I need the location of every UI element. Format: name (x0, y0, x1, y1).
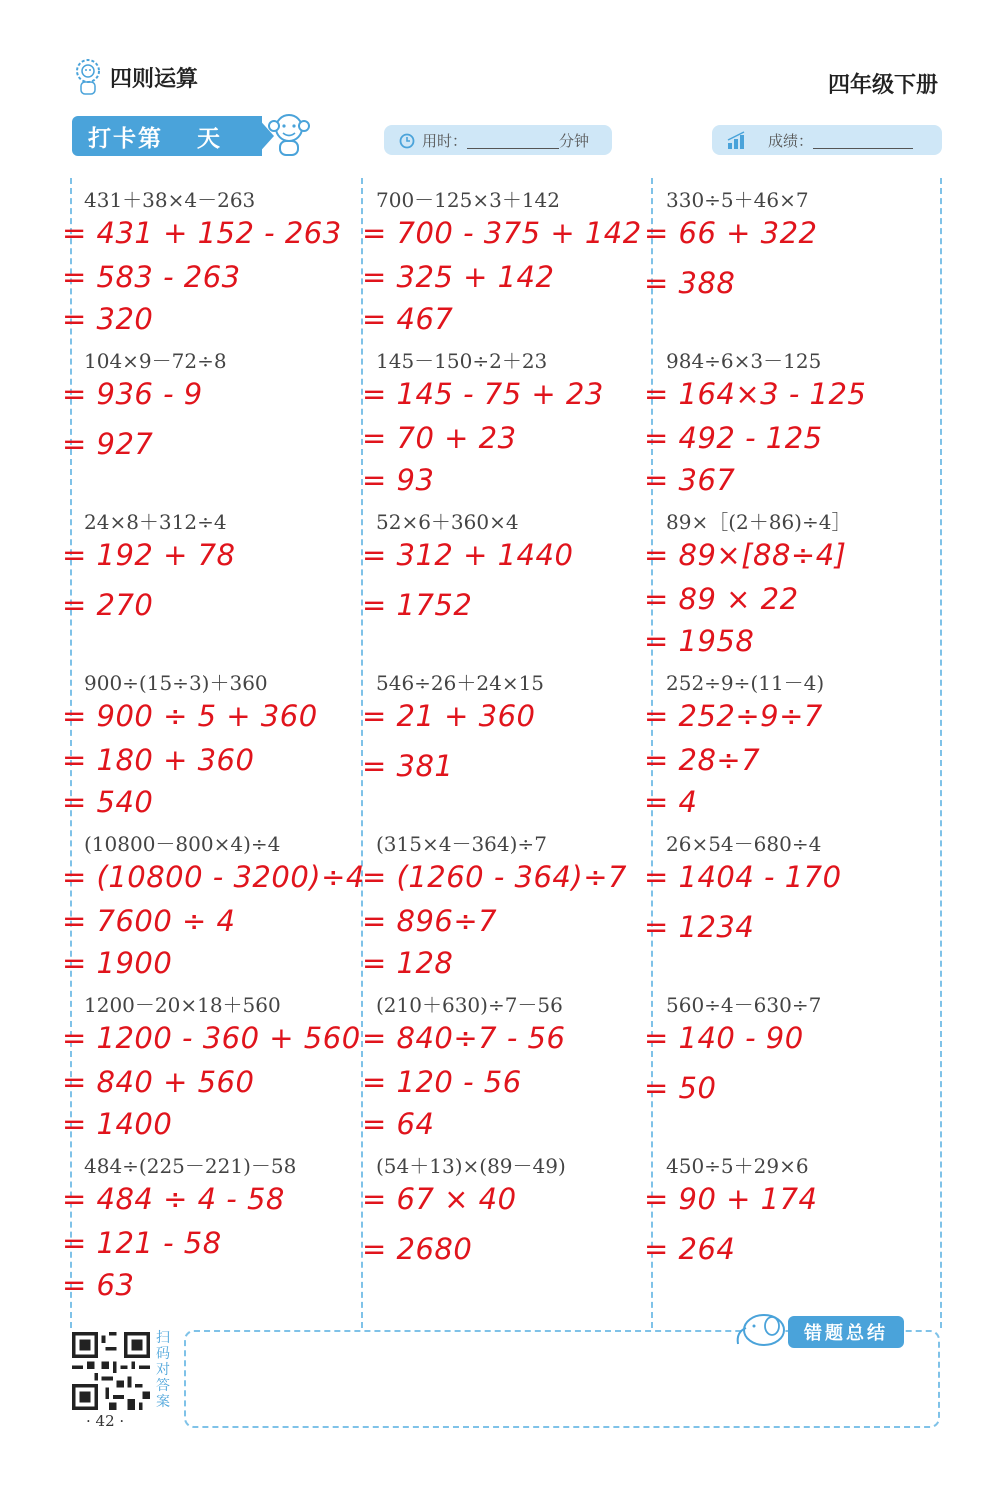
problem-expression: 26×54－680÷4 (666, 832, 822, 856)
handwritten-step: = 840÷7 - 56 (362, 1021, 566, 1055)
problem-expression: 104×9－72÷8 (84, 349, 227, 373)
handwritten-step: = (1260 - 364)÷7 (362, 860, 627, 894)
handwritten-step: = 67 × 40 (362, 1182, 517, 1216)
monkey-mascot-icon (262, 108, 316, 162)
handwritten-step: = 70 + 23 (362, 421, 517, 455)
time-unit: 分钟 (559, 131, 590, 150)
handwritten-step: = 270 (62, 588, 154, 622)
lion-mascot-icon (72, 58, 104, 96)
problem-expression: 700－125×3＋142 (376, 188, 561, 212)
handwritten-step: = 700 - 375 + 142 (362, 216, 642, 250)
problem-expression: 560÷4－630÷7 (666, 993, 822, 1017)
handwritten-step: = 492 - 125 (644, 421, 823, 455)
handwritten-step: = 145 - 75 + 23 (362, 377, 604, 411)
problem-expression: 52×6＋360×4 (376, 510, 519, 534)
handwritten-step: = 896÷7 (362, 904, 498, 938)
time-label: 用时： (422, 131, 468, 150)
handwritten-step: = 927 (62, 427, 154, 461)
handwritten-step: = 4 (644, 785, 698, 819)
header-left (72, 58, 198, 96)
handwritten-step: = 192 + 78 (62, 538, 236, 572)
score-input-line[interactable] (813, 132, 913, 149)
handwritten-step: = 381 (362, 749, 454, 783)
handwritten-step: = 388 (644, 266, 736, 300)
handwritten-step: = 320 (62, 302, 154, 336)
elephant-mascot-icon (730, 1306, 790, 1350)
problem-expression: 330÷5＋46×7 (666, 188, 809, 212)
handwritten-step: = 1400 (62, 1107, 173, 1141)
qr-caption: 扫码对答案 (156, 1330, 170, 1410)
handwritten-step: = 1958 (644, 624, 755, 658)
score-field (712, 125, 942, 155)
handwritten-step: = 50 (644, 1071, 717, 1105)
section-title: 四则运算 (110, 66, 199, 92)
handwritten-step: = 2680 (362, 1232, 473, 1266)
handwritten-step: = 7600 ÷ 4 (62, 904, 236, 938)
time-field (384, 125, 612, 155)
time-input-line[interactable] (467, 132, 559, 149)
problem-expression: 546÷26＋24×15 (376, 671, 545, 695)
handwritten-step: = 840 + 560 (62, 1065, 255, 1099)
grade-label: 四年级下册 (827, 73, 938, 98)
bar-chart-icon (726, 130, 750, 150)
handwritten-step: = 89×[88÷4] (644, 538, 847, 572)
problem-expression: (54＋13)×(89－49) (376, 1154, 566, 1178)
page-number: · 42 · (86, 1412, 125, 1430)
handwritten-step: = 1200 - 360 + 560 (62, 1021, 361, 1055)
handwritten-step: = 1900 (62, 946, 173, 980)
handwritten-step: = 63 (62, 1268, 135, 1302)
handwritten-step: = 128 (362, 946, 454, 980)
problem-expression: (10800－800×4)÷4 (84, 832, 281, 856)
problem-expression: 484÷(225－221)－58 (84, 1154, 297, 1178)
handwritten-step: = 28÷7 (644, 743, 761, 777)
checkin-banner (72, 116, 262, 156)
handwritten-step: = 252÷9÷7 (644, 699, 823, 733)
alarm-clock-icon (398, 131, 416, 149)
score-label: 成绩： (768, 131, 814, 150)
problem-expression: 252÷9÷(11－4) (666, 671, 825, 695)
problem-expression: 24×8＋312÷4 (84, 510, 227, 534)
qr-code-icon[interactable] (72, 1332, 150, 1410)
handwritten-step: = 90 + 174 (644, 1182, 818, 1216)
handwritten-step: = 900 ÷ 5 + 360 (62, 699, 318, 733)
handwritten-step: = 21 + 360 (362, 699, 536, 733)
banner-label-start: 打卡第 (88, 125, 163, 152)
handwritten-step: = 180 + 360 (62, 743, 255, 777)
handwritten-step: = 66 + 322 (644, 216, 818, 250)
problem-expression: 984÷6×3－125 (666, 349, 822, 373)
handwritten-step: = 583 - 263 (62, 260, 241, 294)
handwritten-step: = 484 ÷ 4 - 58 (62, 1182, 285, 1216)
problem-expression: (210＋630)÷7－56 (376, 993, 563, 1017)
problem-expression: 450÷5＋29×6 (666, 1154, 809, 1178)
handwritten-step: = 367 (644, 463, 736, 497)
problem-expression: 145－150÷2＋23 (376, 349, 548, 373)
handwritten-step: = 312 + 1440 (362, 538, 574, 572)
mistake-summary-label: 错题总结 (788, 1316, 904, 1348)
problem-expression: 89×［(2＋86)÷4］ (666, 510, 852, 534)
handwritten-step: = 936 - 9 (62, 377, 203, 411)
handwritten-step: = 467 (362, 302, 454, 336)
banner-label-end: 天 (197, 125, 222, 152)
handwritten-step: = 120 - 56 (362, 1065, 522, 1099)
handwritten-step: = 1234 (644, 910, 755, 944)
handwritten-step: = 540 (62, 785, 154, 819)
handwritten-step: = (10800 - 3200)÷4 (62, 860, 365, 894)
problem-expression: 1200－20×18＋560 (84, 993, 281, 1017)
handwritten-step: = 164×3 - 125 (644, 377, 867, 411)
handwritten-step: = 1404 - 170 (644, 860, 842, 894)
handwritten-step: = 64 (362, 1107, 435, 1141)
handwritten-step: = 1752 (362, 588, 473, 622)
handwritten-step: = 121 - 58 (62, 1226, 222, 1260)
problem-expression: (315×4－364)÷7 (376, 832, 547, 856)
problem-expression: 431＋38×4－263 (84, 188, 256, 212)
handwritten-step: = 325 + 142 (362, 260, 555, 294)
handwritten-step: = 431 + 152 - 263 (62, 216, 342, 250)
handwritten-step: = 93 (362, 463, 435, 497)
handwritten-step: = 140 - 90 (644, 1021, 804, 1055)
handwritten-step: = 89 × 22 (644, 582, 799, 616)
problem-expression: 900÷(15÷3)＋360 (84, 671, 268, 695)
handwritten-step: = 264 (644, 1232, 736, 1266)
column-divider (940, 178, 942, 1328)
